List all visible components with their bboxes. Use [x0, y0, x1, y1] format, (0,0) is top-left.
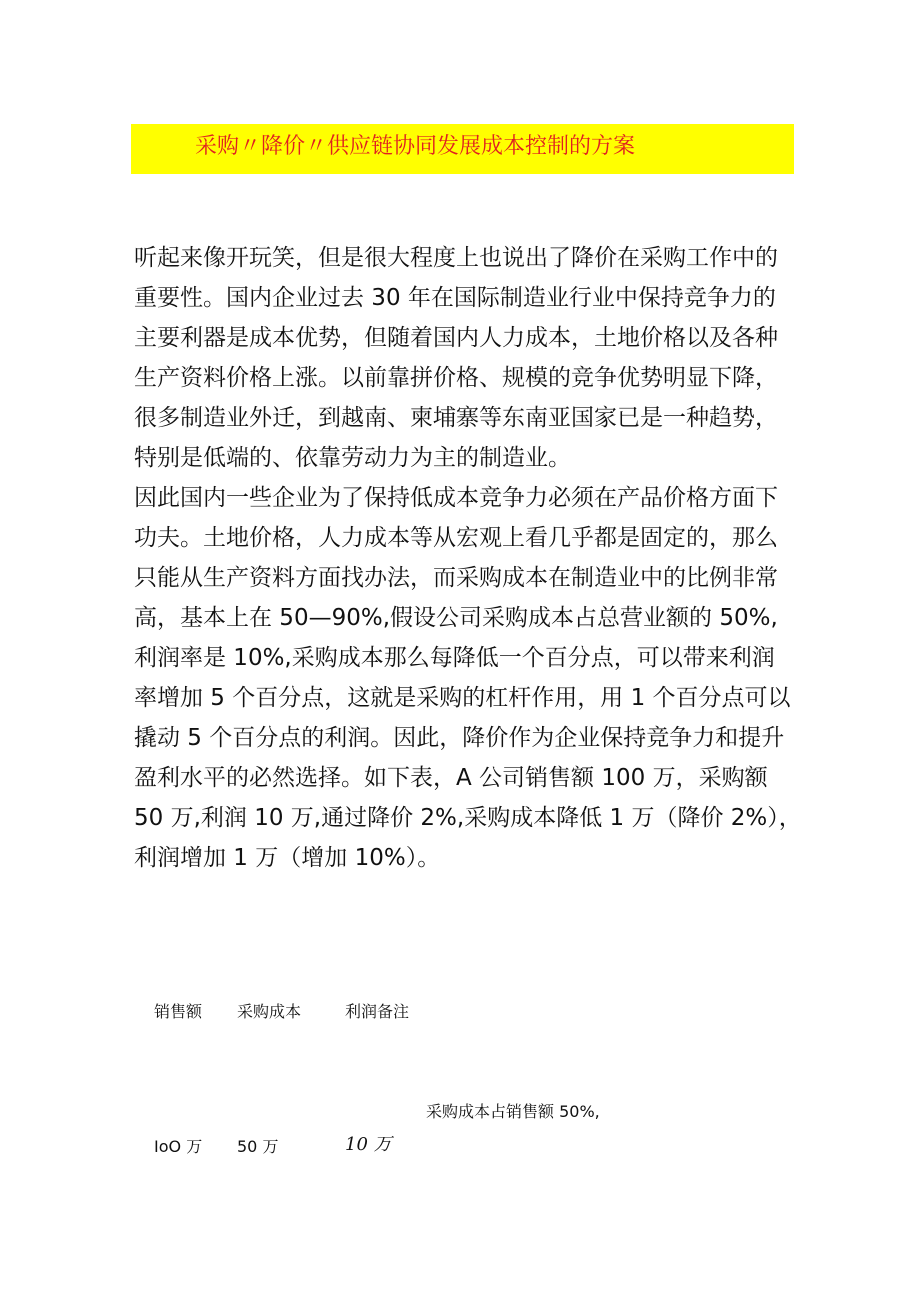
- paragraph-line: 盈利水平的必然选择。如下表，A 公司销售额 100 万，采购额: [134, 765, 768, 791]
- document-title: 采购〃降价〃供应链协同发展成本控制的方案: [195, 134, 636, 159]
- table-note: 采购成本占销售额 50%,: [426, 1102, 600, 1121]
- paragraph-line: 撬动 5 个百分点的利润。因此，降价作为企业保持竞争力和提升: [134, 725, 785, 751]
- paragraph-line: 很多制造业外迁，到越南、柬埔寨等东南亚国家已是一种趋势，: [134, 405, 778, 431]
- table-cell-sales: IoO 万: [154, 1137, 203, 1156]
- document-body: [134, 238, 802, 878]
- table-header-profit-note: 利润备注: [345, 1002, 410, 1021]
- paragraph-line: 因此国内一些企业为了保持低成本竞争力必须在产品价格方面下: [134, 485, 778, 511]
- paragraph-line: 只能从生产资料方面找办法，而采购成本在制造业中的比例非常: [134, 565, 778, 591]
- paragraph-line: 50 万,利润 10 万,通过降价 2%,采购成本降低 1 万（降价 2%），: [134, 805, 802, 831]
- paragraph-line: 特别是低端的、依靠劳动力为主的制造业。: [134, 445, 571, 471]
- table-cell-purchase-cost: 50 万: [237, 1137, 279, 1156]
- paragraph-2: [134, 478, 802, 878]
- table-cell-profit: 10 万: [345, 1134, 392, 1155]
- title-band: [131, 124, 794, 174]
- paragraph-1: [134, 238, 794, 478]
- paragraph-line: 高，基本上在 50—90%,假设公司采购成本占总营业额的 50%,: [134, 605, 778, 631]
- paragraph-line: 率增加 5 个百分点，这就是采购的杠杆作用，用 1 个百分点可以: [134, 685, 791, 711]
- table-header-sales: 销售额: [154, 1002, 203, 1021]
- paragraph-line: 主要利器是成本优势，但随着国内人力成本，土地价格以及各种: [134, 325, 778, 351]
- paragraph-line: 利润增加 1 万（增加 10%）。: [134, 845, 441, 871]
- paragraph-line: 重要性。国内企业过去 30 年在国际制造业行业中保持竞争力的: [134, 285, 776, 311]
- paragraph-line: 生产资料价格上涨。以前靠拼价格、规模的竞争优势明显下降，: [134, 365, 778, 391]
- table-header-purchase-cost: 采购成本: [237, 1002, 302, 1021]
- paragraph-line: 利润率是 10%,采购成本那么每降低一个百分点，可以带来利润: [134, 645, 775, 671]
- paragraph-line: 听起来像开玩笑，但是很大程度上也说出了降价在采购工作中的: [134, 245, 778, 271]
- paragraph-line: 功夫。土地价格，人力成本等从宏观上看几乎都是固定的，那么: [134, 525, 778, 551]
